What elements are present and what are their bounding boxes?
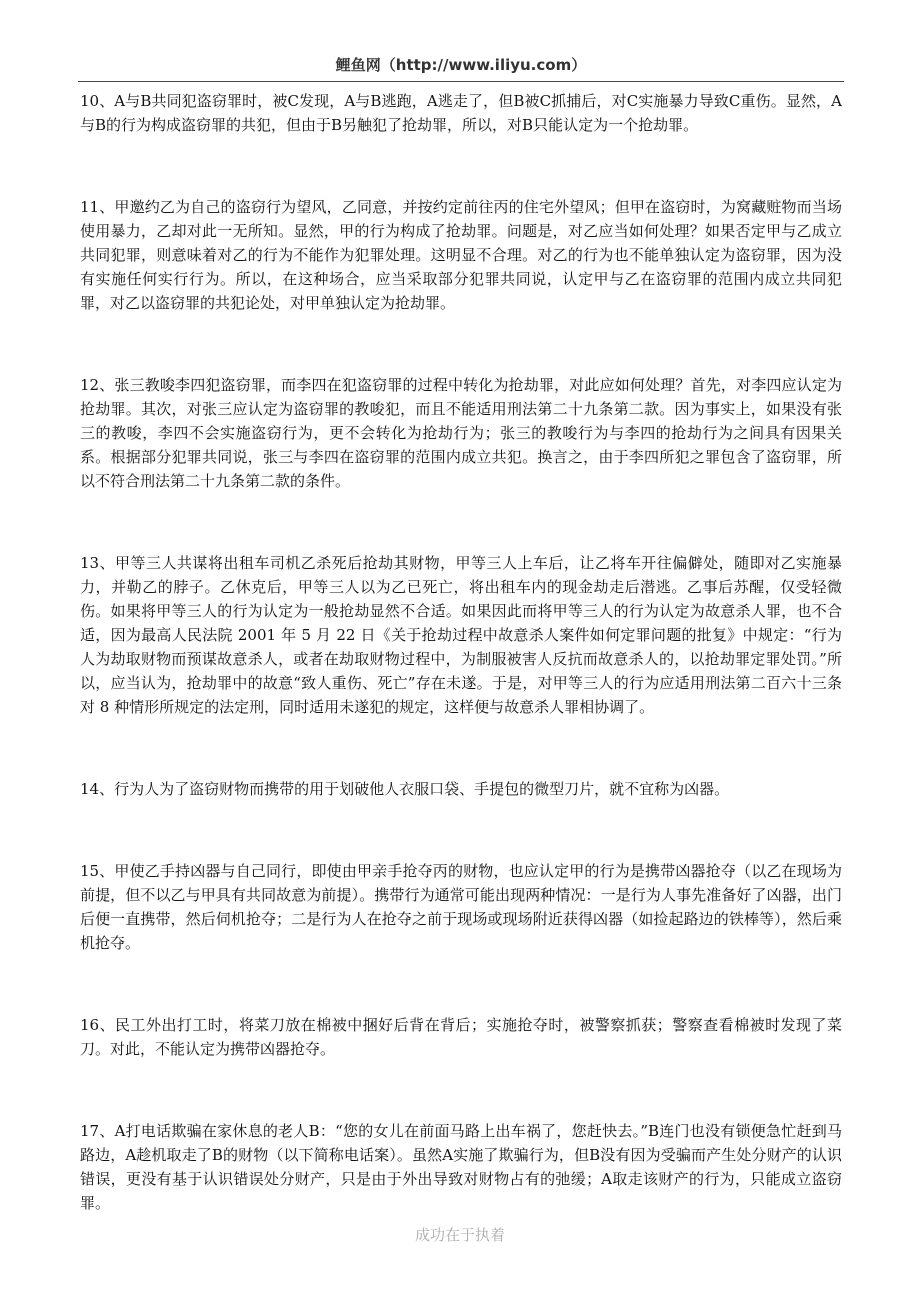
page-footer: 成功在于执着 bbox=[414, 1226, 505, 1244]
paragraph-15: 15、甲使乙手持凶器与自己同行，即使由甲亲手抢夺丙的财物，也应认定甲的行为是携带凶器抢夺（以乙在现场为前提，但不以乙与甲具有共同故意为前提）。携带行为通常可能出现两种情况：一是行为人事先准备好了凶器，出门后便一直携带，然后伺机抢夺；二是行为人在抢夺之前于现场或现场附近获得凶器（如捡起路边的铁棒等），然后乘机抢夺。 bbox=[80, 862, 842, 952]
paragraph-12: 12、张三教唆李四犯盗窃罪，而李四在犯盗窃罪的过程中转化为抢劫罪，对此应如何处理？首先，对李四应认定为抢劫罪。其次，对张三应认定为盗窃罪的教唆犯，而且不能适用刑法第二十九条第二款。因为事实上，如果没有张三的教唆，李四不会实施盗窃行为，更不会转化为抢劫行为；张三的教唆行为与李四的抢劫行为之间具有因果关系。根据部分犯罪共同说，张三与李四在盗窃罪的范围内成立共犯。换言之，由于李四所犯之罪包含了盗窃罪，所以不符合刑法第二十九条第二款的条件。 bbox=[80, 376, 842, 490]
paragraph-11: 11、甲邀约乙为自己的盗窃行为望风，乙同意，并按约定前往丙的住宅外望风；但甲在盗窃时，为窝藏赃物而当场使用暴力，乙却对此一无所知。显然，甲的行为构成了抢劫罪。问题是，对乙应当如何处理？如果否定甲与乙成立共同犯罪，则意味着对乙的行为不能作为犯罪处理。这明显不合理。对乙的行为也不能单独认定为盗窃罪，因为没有实施任何实行行为。所以，在这种场合，应当采取部分犯罪共同说，认定甲与乙在盗窃罪的范围内成立共同犯罪，对乙以盗窃罪的共犯论处，对甲单独认定为抢劫罪。 bbox=[80, 198, 842, 312]
document-body bbox=[80, 89, 842, 1215]
header-divider bbox=[78, 81, 844, 82]
paragraph-16: 16、民工外出打工时，将菜刀放在棉被中捆好后背在背后；实施抢夺时，被警察抓获；警察查看棉被时发现了菜刀。对此，不能认定为携带凶器抢夺。 bbox=[80, 1016, 842, 1058]
page-header: 鲤鱼网（http://www.iliyu.com） bbox=[335, 56, 587, 74]
paragraph-14: 14、行为人为了盗窃财物而携带的用于划破他人衣服口袋、手提包的微型刀片，就不宜称为凶器。 bbox=[80, 780, 730, 798]
paragraph-13: 13、甲等三人共谋将出租车司机乙杀死后抢劫其财物，甲等三人上车后，让乙将车开往偏僻处，随即对乙实施暴力，并勒乙的脖子。乙休克后，甲等三人以为乙已死亡，将出租车内的现金劫走后潜逃。乙事后苏醒，仅受轻微伤。如果将甲等三人的行为认定为一般抢劫显然不合适。如果因此而将甲等三人的行为认定为故意杀人罪，也不合适，因为最高人民法院 2001 年 5 月 22 日《关于抢劫过程中故意杀人案件如何定罪问题的批复》中规定：“行为人为劫取财物而预谋故意杀人，或者在劫取财物过程中，为制服被害人反抗而故意杀人的，以抢劫罪定罪处罚。”所以，应当认为，抢劫罪中的故意“致人重伤、死亡”存在未遂。于是，对甲等三人的行为应适用刑法第二百六十三条对 8 种情形所规定的法定刑，同时适用未遂犯的规定，这样便与故意杀人罪相协调了。 bbox=[80, 554, 842, 716]
paragraph-17: 17、A打电话欺骗在家休息的老人B：“您的女儿在前面马路上出车祸了，您赶快去。”B连门也没有锁便急忙赶到马路边，A趁机取走了B的财物（以下简称电话案）。虽然A实施了欺骗行为，但B没有因为受骗而产生处分财产的认识错误，更没有基于认识错误处分财产，只是由于外出导致对财物占有的弛缓；A取走该财产的行为，只能成立盗窃罪。 bbox=[80, 1122, 842, 1212]
paragraph-10: 10、A与B共同犯盗窃罪时，被C发现，A与B逃跑，A逃走了，但B被C抓捕后，对C实施暴力导致C重伤。显然，A与B的行为构成盗窃罪的共犯，但由于B另触犯了抢劫罪，所以，对B只能认定为一个抢劫罪。 bbox=[80, 92, 842, 134]
